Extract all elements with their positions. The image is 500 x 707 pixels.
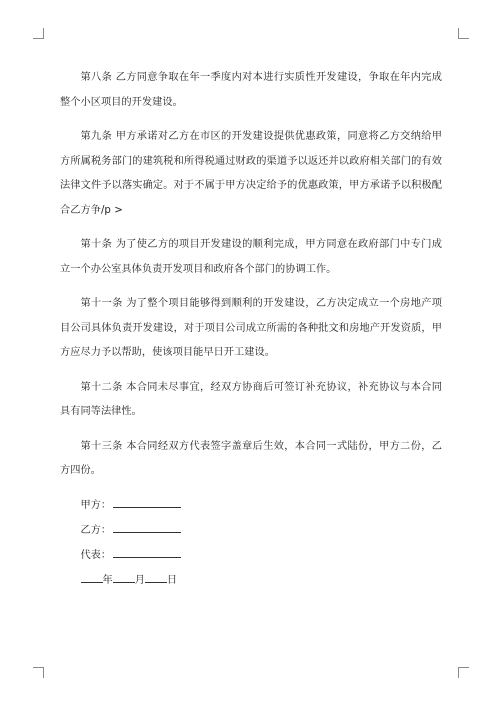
day-label: 日 [166, 574, 178, 586]
crop-mark-top-left [33, 28, 44, 39]
party-a-label: 甲方： [80, 499, 112, 511]
year-blank [81, 581, 103, 583]
crop-mark-bottom-left [33, 667, 44, 678]
representative-line [81, 544, 443, 569]
crop-mark-top-right [458, 28, 469, 39]
day-blank [145, 581, 167, 583]
party-b-blank [113, 531, 181, 533]
month-label: 月 [134, 574, 145, 586]
date-line [81, 569, 443, 594]
clause-10: 第十条 为了使乙方的项目开发建设的顺利完成，甲方同意在政府部门中专门成立一个办公室具体负责开发项目和政府各个部门的协调工作。 [60, 239, 442, 275]
representative-blank [113, 556, 181, 558]
representative-label: 代表： [80, 549, 112, 561]
month-blank [113, 581, 135, 583]
document-body [60, 66, 442, 594]
year-label: 年 [102, 574, 113, 586]
party-a-line [81, 494, 443, 519]
party-b-label: 乙方： [80, 524, 112, 536]
clause-12: 第十二条 本合同未尽事宜，经双方协商后可签订补充协议，补充协议与本合同具有同等法律性。 [60, 381, 442, 417]
party-a-blank [113, 506, 181, 508]
clause-8: 第八条 乙方同意争取在年一季度内对本进行实质性开发建设，争取在年内完成整个小区项目的开发建设。 [60, 72, 442, 108]
clause-13: 第十三条 本合同经双方代表签字盖章后生效，本合同一式陆份，甲方二份，乙方四份。 [60, 440, 442, 476]
signature-block [60, 494, 442, 594]
clause-11: 第十一条 为了整个项目能够得到顺利的开发建设，乙方决定成立一个房地产项目公司具体负责开发建设，对于项目公司成立所需的各种批文和房地产开发资质，甲方应尽力予以帮助，使该项目能早日开工建设。 [60, 298, 442, 358]
clause-9: 第九条 甲方承诺对乙方在市区的开发建设提供优惠政策，同意将乙方交纳给甲方所属税务部门的建筑税和所得税通过财政的渠道予以返还并以政府相关部门的有效法律文件予以落实确定。对于不属于甲方决定给予的优惠政策，甲方承诺予以积极配合乙方争/p > [60, 131, 442, 216]
crop-mark-bottom-right [458, 667, 469, 678]
party-b-line [81, 519, 443, 544]
